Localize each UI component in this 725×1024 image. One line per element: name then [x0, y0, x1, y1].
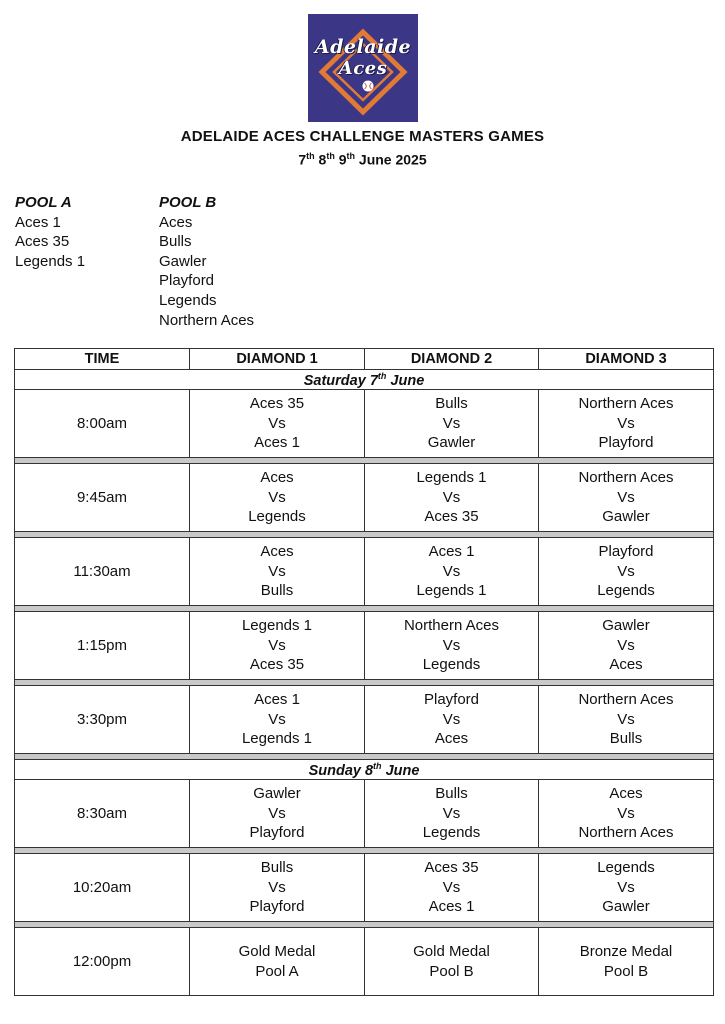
- vs-label: Vs: [617, 488, 635, 506]
- day-suffix: th: [373, 760, 382, 771]
- vs-label: Vs: [617, 804, 635, 822]
- diamond-2-matchup: [365, 612, 539, 680]
- home-team: Playford: [423, 691, 480, 709]
- vs-label: Vs: [442, 878, 461, 896]
- diamond-2-matchup: [365, 390, 539, 458]
- away-team: Legends 1: [416, 582, 487, 600]
- diamond-3-matchup: [539, 854, 714, 922]
- diamond-2-medal-game: [365, 928, 539, 996]
- diamond-3-matchup: [539, 538, 714, 606]
- home-team: Aces 35: [249, 395, 305, 413]
- diamond-1-matchup: [190, 686, 365, 754]
- diamond-3-medal-game: [539, 928, 714, 996]
- game-row: [15, 686, 714, 754]
- diamond-2-matchup: [365, 464, 539, 532]
- medal-label: Bronze Medal: [579, 942, 673, 960]
- game-time: 10:20am: [15, 854, 190, 922]
- diamond-2-matchup: [365, 854, 539, 922]
- home-team: Aces: [609, 785, 643, 803]
- away-team: Bulls: [609, 730, 643, 748]
- home-team: Playford: [598, 543, 654, 561]
- away-team: Playford: [249, 824, 305, 842]
- vs-label: Vs: [617, 562, 635, 580]
- vs-label: Vs: [268, 562, 286, 580]
- event-dates: [0, 151, 725, 168]
- diamond-1-matchup: [190, 390, 365, 458]
- date-day-1: 7: [298, 151, 307, 168]
- diamond-2-matchup: [365, 686, 539, 754]
- away-team: Gawler: [602, 508, 650, 526]
- date-day-3: 9: [338, 151, 347, 168]
- pool-a-team: Legends 1: [15, 252, 86, 270]
- vs-label: Vs: [268, 414, 286, 432]
- diamond-1-matchup: [190, 780, 365, 848]
- medal-pool: Pool B: [603, 962, 649, 980]
- day-suffix: th: [377, 370, 387, 381]
- away-team: Legends: [422, 824, 481, 842]
- logo-text-line-1: Adelaide: [314, 36, 412, 58]
- away-team: Aces 35: [249, 656, 305, 674]
- document-title: ADELAIDE ACES CHALLENGE MASTERS GAMES: [180, 128, 545, 145]
- home-team: Gawler: [253, 785, 301, 803]
- pool-b-team: Northern Aces: [159, 311, 255, 329]
- home-team: Gawler: [602, 617, 650, 635]
- day-month: June: [385, 762, 420, 779]
- game-row: [15, 390, 714, 458]
- away-team: Gawler: [602, 898, 650, 916]
- game-time: 9:45am: [15, 464, 190, 532]
- away-team: Aces 1: [428, 898, 475, 916]
- pool-b-team: Legends: [159, 291, 217, 309]
- pool-b-list: [159, 193, 254, 330]
- diamond-2-matchup: [365, 780, 539, 848]
- game-row: [15, 612, 714, 680]
- away-team: Aces 35: [424, 508, 479, 526]
- vs-label: Vs: [617, 710, 635, 728]
- pool-b-team: Playford: [159, 272, 215, 290]
- vs-label: Vs: [617, 878, 635, 896]
- vs-label: Vs: [268, 710, 286, 728]
- away-team: Playford: [598, 434, 654, 452]
- day-month: June: [390, 372, 425, 389]
- vs-label: Vs: [442, 488, 461, 506]
- day-label: Saturday 7: [303, 372, 378, 389]
- away-team: Legends 1: [241, 730, 313, 748]
- vs-label: Vs: [617, 414, 635, 432]
- home-team: Northern Aces: [578, 691, 674, 709]
- finals-time: 12:00pm: [15, 928, 190, 996]
- diamond-1-matchup: [190, 612, 365, 680]
- away-team: Aces: [609, 656, 643, 674]
- header-row: [15, 349, 714, 370]
- medal-pool: Pool A: [255, 962, 299, 980]
- away-team: Aces 1: [254, 434, 300, 452]
- home-team: Northern Aces: [578, 469, 674, 487]
- home-team: Bulls: [435, 785, 468, 803]
- diamond-1-matchup: [190, 464, 365, 532]
- game-time: 3:30pm: [15, 686, 190, 754]
- schedule-table: [14, 348, 714, 996]
- away-team: Northern Aces: [578, 824, 674, 842]
- diamond-3-matchup: [539, 612, 714, 680]
- home-team: Aces 35: [424, 859, 479, 877]
- away-team: Legends: [597, 582, 655, 600]
- home-team: Bulls: [435, 395, 468, 413]
- date-suffix-3: th: [346, 151, 356, 161]
- column-header-diamond-2: DIAMOND 2: [365, 349, 539, 370]
- vs-label: Vs: [268, 804, 286, 822]
- vs-label: Vs: [442, 562, 461, 580]
- vs-label: Vs: [442, 414, 461, 432]
- home-team: Aces: [260, 543, 294, 561]
- home-team: Legends: [597, 859, 655, 877]
- finals-row: [15, 928, 714, 996]
- home-team: Bulls: [260, 859, 294, 877]
- pool-a-heading: POOL A: [15, 194, 72, 211]
- pool-b-heading: POOL B: [159, 194, 217, 211]
- medal-label: Gold Medal: [413, 942, 490, 960]
- logo-text-line-2: Aces: [338, 58, 388, 79]
- away-team: Bulls: [260, 582, 294, 600]
- day-header: [15, 760, 714, 780]
- diamond-3-matchup: [539, 390, 714, 458]
- day-label: Sunday 8: [308, 762, 374, 779]
- diamond-1-matchup: [190, 854, 365, 922]
- game-row: [15, 538, 714, 606]
- vs-label: Vs: [268, 636, 286, 654]
- column-header-time: TIME: [15, 349, 190, 370]
- game-row: [15, 854, 714, 922]
- home-team: Northern Aces: [578, 395, 674, 413]
- vs-label: Vs: [442, 636, 461, 654]
- home-team: Legends 1: [416, 469, 487, 487]
- pool-b-team: Gawler: [159, 252, 207, 270]
- diamond-3-matchup: [539, 780, 714, 848]
- away-team: Legends: [248, 508, 306, 526]
- away-team: Legends: [422, 656, 481, 674]
- column-header-diamond-3: DIAMOND 3: [539, 349, 714, 370]
- pool-b-team: Bulls: [159, 233, 192, 251]
- home-team: Aces 1: [428, 543, 475, 561]
- vs-label: Vs: [268, 488, 286, 506]
- logo: [308, 14, 418, 122]
- pool-a-team: Aces 35: [15, 233, 70, 251]
- game-time: 1:15pm: [15, 612, 190, 680]
- vs-label: Vs: [442, 804, 461, 822]
- game-time: 8:00am: [15, 390, 190, 458]
- diamond-2-matchup: [365, 538, 539, 606]
- day-header-row: [15, 760, 714, 780]
- diamond-1-medal-game: [190, 928, 365, 996]
- schedule-body: [15, 349, 714, 996]
- game-row: [15, 464, 714, 532]
- day-header: [15, 370, 714, 390]
- game-row: [15, 780, 714, 848]
- pool-b-team: Aces: [159, 213, 193, 231]
- date-suffix-2: th: [326, 151, 335, 161]
- date-month-year: June 2025: [358, 151, 427, 168]
- vs-label: Vs: [268, 878, 286, 896]
- diamond-3-matchup: [539, 464, 714, 532]
- diamond-3-matchup: [539, 686, 714, 754]
- home-team: Northern Aces: [403, 617, 500, 635]
- vs-label: Vs: [442, 710, 461, 728]
- medal-label: Gold Medal: [238, 942, 316, 960]
- medal-pool: Pool B: [429, 962, 474, 980]
- game-time: 11:30am: [15, 538, 190, 606]
- pool-a-list: [15, 193, 85, 271]
- column-header-diamond-1: DIAMOND 1: [190, 349, 365, 370]
- away-team: Playford: [249, 898, 305, 916]
- away-team: Aces: [434, 730, 469, 748]
- away-team: Gawler: [427, 434, 476, 452]
- day-header-row: [15, 370, 714, 390]
- date-suffix-1: th: [306, 151, 315, 161]
- game-time: 8:30am: [15, 780, 190, 848]
- pool-a-team: Aces 1: [15, 213, 61, 231]
- vs-label: Vs: [617, 636, 635, 654]
- diamond-1-matchup: [190, 538, 365, 606]
- home-team: Aces: [260, 469, 294, 487]
- home-team: Aces 1: [254, 691, 300, 709]
- home-team: Legends 1: [241, 617, 313, 635]
- date-day-2: 8: [318, 151, 327, 168]
